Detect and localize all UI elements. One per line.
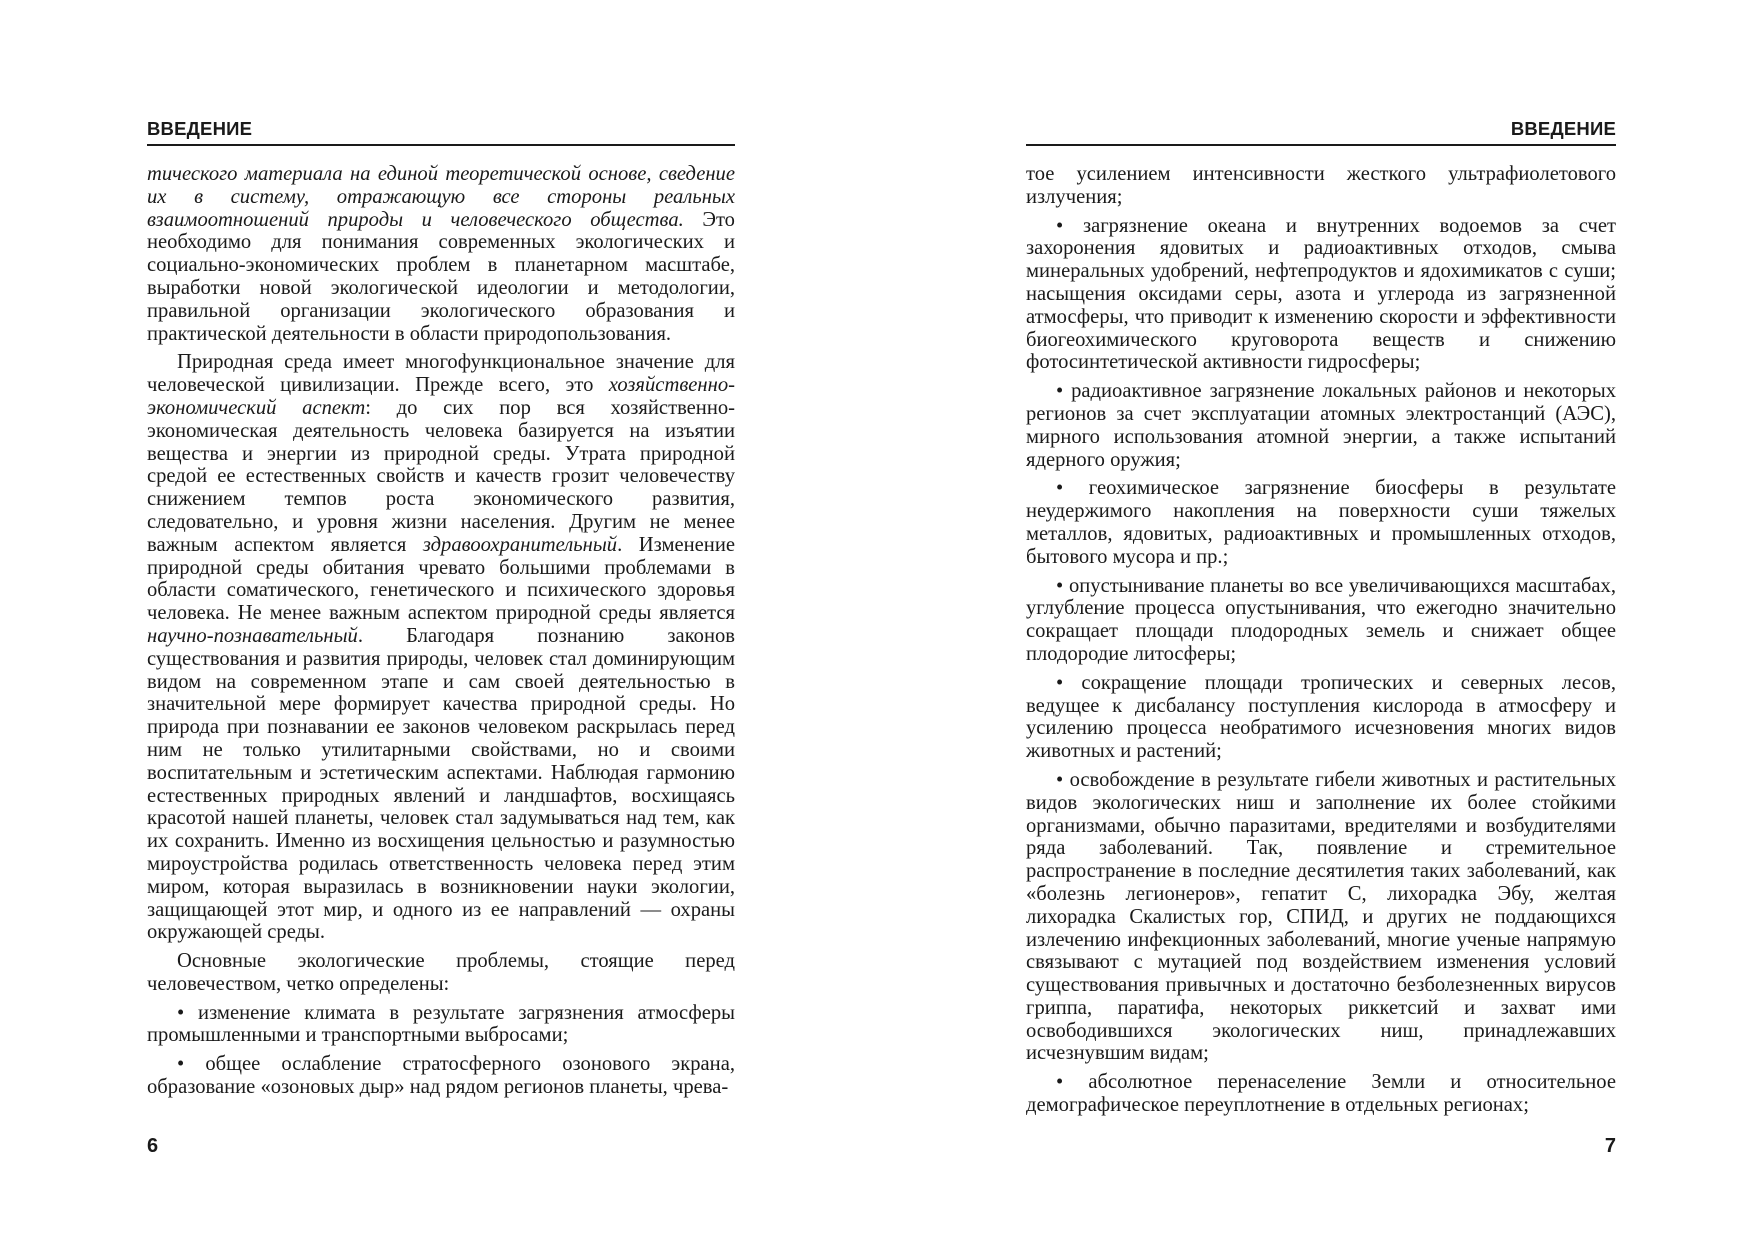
italic-phrase: тического материала на единой теоретической основе, сведение их в систему, отражающую все стороны реальных взаимоотношений природы и человеческого общества. [147,163,735,231]
paragraph: Природная среда имеет многофункциональное значение для человеческой цивилизации. Прежде всего, это хозяйственно-экономический аспект: до сих пор вся хозяйственно-экономическая деятельность человека базируется на изъятии вещества и энергии из природной среды. Утрата природной средой ее естественных свойств и качеств грозит человечеству снижением темпов роста экономического развития, следовательно, и уровня жизни населения. Другим не менее важным аспектом является здравоохранительный. Изменение природной среды обитания чревато большими проблемами в области соматического, генетического и психического здоровья человека. Не менее важным аспектом природной среды является научно-познавательный. Благодаря познанию законов существования и развития природы, человек стал доминирующим видом на современном этапе и сам своей деятельностью в значительной мере формирует качества природной среды. Но природа при познавании ее законов человеком раскрылась перед ним не только утилитарными свойствами, но и своими воспитательным и эстетическим аспектами. Наблюдая гармонию естественных природных явлений и ландшафтов, восхищаясь красотой нашей планеты, человек стал задумываться над тем, как их сохранить. Именно из восхищения цельностью и разумностью мироустройства родилась ответственность человека перед этим миром, которая выразилась в возникновении науки экологии, защищающей этот мир, и одного из ее направлений — охраны окружающей среды. [147,351,736,944]
running-header [1026,118,1616,146]
italic-term: хозяйственно-экономический аспект [147,374,735,419]
bullet-item: • общее ослабление стратосферного озонового экрана, образование «озоновых дыр» над рядом регионов планеты, чрева- [147,1053,735,1099]
paragraph: тического материала на единой теоретической основе, сведение их в систему, отражающую все стороны реальных взаимоотношений природы и человеческого общества. Это необходимо для понимания современных экологических и социально-экономических проблем в планетарном масштабе, выработки новой экологической идеологии и методологии, правильной организации экологического образования и практической деятельности в области природопользования. [147,163,735,345]
paragraph: тое усилением интенсивности жесткого ультрафиолетового излучения; [1026,163,1616,208]
bullet-item: • изменение климата в результате загрязнения атмосферы промышленными и транспортными выбросами; [147,1001,735,1047]
bullet-item: • сокращение площади тропических и северных лесов, ведущее к дисбалансу поступления кислорода в атмосферу и усилению процесса необратимого исчезновения многих видов животных и растений; [1026,671,1616,763]
italic-term: здравоохранительный [422,533,618,556]
bullet-item: • опустынивание планеты во все увеличивающихся масштабах, углубление процесса опустынивания, что ежегодно значительно сокращает площади плодородных земель и снижает общее плодородие литосферы; [1026,574,1616,665]
running-header [147,118,735,146]
page-number: 6 [147,1135,159,1157]
bullet-item: • абсолютное перенаселение Земли и относительное демографическое переуплотнение в отдельных регионах; [1026,1071,1616,1117]
left-page [147,0,735,1240]
paragraph: Основные экологические проблемы, стоящие перед человечеством, четко определены: [147,950,735,995]
body-text [1026,163,1616,1117]
bullet-item: • освобождение в результате гибели животных и растительных видов экологических ниш и заполнение их более стойкими организмами, обычно паразитами, вредителями и возбудителями ряда заболеваний. Так, появление и стремительное распространение в последние десятилетия таких заболеваний, как «болезнь легионеров», гепатит С, лихорадка Эбу, желтая лихорадка Скалистых гор, СПИД, и других не поддающихся излечению инфекционных заболеваний, многие ученые напрямую связывают с мутацией под воздействием изменения условий существования привычных и достаточно безболезненных вирусов гриппа, паратифа, некоторых риккетсий и захват ими освободившихся экологических ниш, принадлежавших исчезнувшим видам; [1026,768,1616,1065]
running-header-title: ВВЕДЕНИЕ [147,118,253,139]
right-page [1026,0,1616,1240]
bullet-item: • загрязнение океана и внутренних водоемов за счет захоронения ядовитых и радиоактивных отходов, смыва минеральных удобрений, нефтепродуктов и ядохимикатов с суши; насыщения оксидами серы, азота и углерода из загрязненной атмосферы, что приводит к изменению скорости и эффективности биогеохимического круговорота веществ и снижению фотосинтетической активности гидросферы; [1026,214,1616,374]
running-header-title: ВВЕДЕНИЕ [1510,118,1616,139]
bullet-item: • радиоактивное загрязнение локальных районов и некоторых регионов за счет эксплуатации атомных электростанций (АЭС), мирного использования атомной энергии, а также испытаний ядерного оружия; [1026,380,1616,471]
page-number: 7 [1604,1135,1616,1157]
italic-term: научно-познавательный [147,624,358,647]
body-text [147,163,735,1099]
bullet-item: • геохимическое загрязнение биосферы в результате неудержимого накопления на поверхности суши тяжелых металлов, ядовитых, радиоактивных и промышленных отходов, бытового мусора и пр.; [1026,477,1616,568]
